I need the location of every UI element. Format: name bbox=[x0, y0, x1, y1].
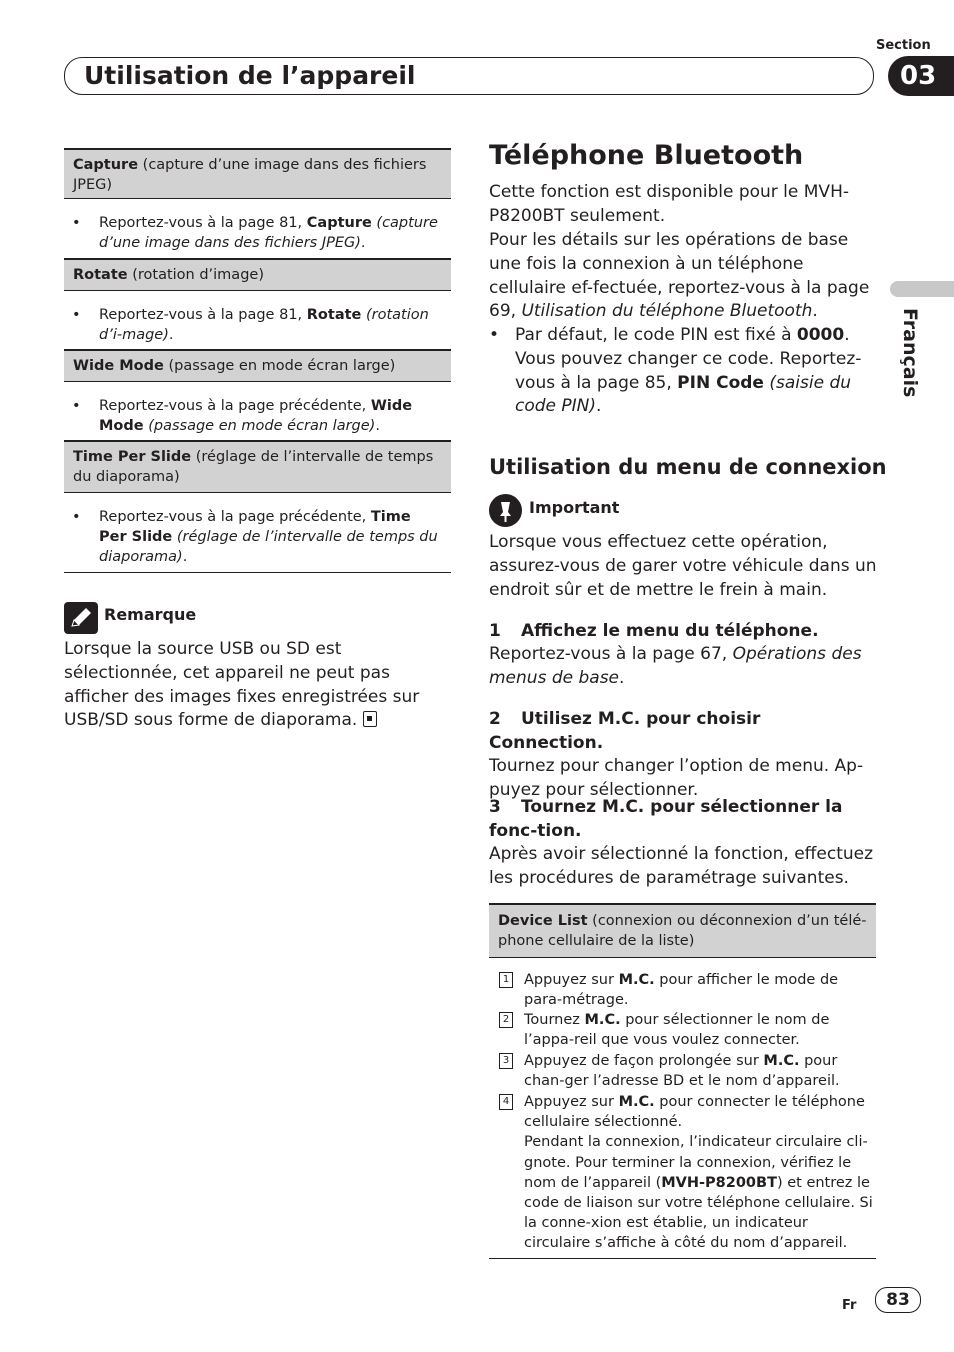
table-row: • Reportez-vous à la page précédente, Time Per Slide (réglage de l’intervalle de temps du diaporama). bbox=[72, 509, 438, 565]
important-text: Lorsque vous effectuez cette opération, assurez-vous de garer votre véhicule dans un endroit sûr et de mettre le frein à main. bbox=[489, 532, 877, 600]
step-2: 2 Utilisez M.C. pour choisir Connection. Tournez pour changer l’option de menu. Ap-puyez pour sélectionner. bbox=[489, 709, 864, 800]
section-number-badge: 03 bbox=[888, 56, 954, 96]
important-title: Important bbox=[529, 498, 620, 517]
section-heading: Téléphone Bluetooth bbox=[489, 140, 804, 171]
table-row: • Reportez-vous à la page 81, Rotate (rotation d’i-mage). bbox=[72, 307, 429, 343]
intro-paragraph-1: Cette fonction est disponible pour le MVH-P8200BT seulement. bbox=[489, 182, 849, 226]
list-item: 4 Appuyez sur M.C. pour connecter le téléphone cellulaire sélectionné. Pendant la connexion, l’indicateur circulaire cli-gnote. Pour terminer la connexion, vérifiez le nom de l’appareil (MVH-P8200BT) et entrez le code de liaison sur votre téléphone cellulaire. Si la conne-xion est établie, un indicateur circulaire s’affiche à côté du nom d’appareil. bbox=[489, 1092, 876, 1254]
table-header-time-per-slide: Time Per Slide (réglage de l’intervalle de temps du diaporama) bbox=[64, 440, 451, 493]
list-item: 2 Tournez M.C. pour sélectionner le nom de l’appa-reil que vous voulez connecter. bbox=[489, 1010, 876, 1050]
table-row: • Reportez-vous à la page précédente, Wide Mode (passage en mode écran large). bbox=[72, 398, 413, 434]
bullet-icon: • bbox=[72, 307, 81, 323]
bullet-icon: • bbox=[72, 509, 81, 525]
section-label: Section bbox=[876, 38, 931, 53]
subsection-heading: Utilisation du menu de connexion bbox=[489, 455, 887, 479]
language-label: Français bbox=[899, 308, 921, 398]
page-title: Utilisation de l’appareil bbox=[84, 61, 416, 90]
bullet-icon: • bbox=[72, 215, 81, 231]
table-header-capture: Capture (capture d’une image dans des fichiers JPEG) bbox=[64, 148, 451, 199]
table-bottom-rule bbox=[64, 572, 451, 573]
end-mark-icon bbox=[363, 711, 377, 727]
table-row: • Reportez-vous à la page 81, Capture (capture d’une image dans des fichiers JPEG). bbox=[72, 215, 438, 251]
bullet-icon: • bbox=[489, 325, 500, 345]
important-icon bbox=[489, 494, 522, 527]
list-item: 1 Appuyez sur M.C. pour afficher le mode de para-métrage. bbox=[489, 970, 876, 1010]
note-text: Lorsque la source USB ou SD est sélectionnée, cet appareil ne peut pas afficher des images fixes enregistrées sur USB/SD sous forme de diaporama. bbox=[64, 639, 420, 731]
step-3: 3 Tournez M.C. pour sélectionner la fonc-tion. Après avoir sélectionné la fonction, effectuez les procédures de paramétrage suivantes. bbox=[489, 797, 874, 888]
table-header-device-list: Device List (connexion ou déconnexion d’un télé-phone cellulaire de la liste) bbox=[489, 903, 876, 958]
page-number: 83 bbox=[875, 1287, 921, 1313]
table-header-rotate: Rotate (rotation d’image) bbox=[64, 258, 451, 291]
table-bottom-rule bbox=[489, 1258, 876, 1259]
intro-paragraph-2: Pour les détails sur les opérations de base une fois la connexion à un téléphone cellulaire ef-fectuée, reportez-vous à la page 69, Utilisation du téléphone Bluetooth. bbox=[489, 230, 870, 322]
footer-language: Fr bbox=[842, 1298, 857, 1313]
list-item: 3 Appuyez de façon prolongée sur M.C. pour chan-ger l’adresse BD et le nom d’appareil. bbox=[489, 1051, 876, 1091]
language-tab bbox=[890, 281, 954, 297]
note-title: Remarque bbox=[104, 605, 197, 624]
list-item-extra: Pendant la connexion, l’indicateur circulaire cli-gnote. Pour terminer la connexion, vérifiez le nom de l’appareil (MVH-P8200BT) et entrez le code de liaison sur votre téléphone cellulaire. Si la conne-xion est établie, un indicateur circulaire s’affiche à côté du nom d’appareil. bbox=[524, 1134, 873, 1252]
pencil-icon bbox=[64, 602, 98, 634]
step-1: 1 Affichez le menu du téléphone. Reportez-vous à la page 67, Opérations des menus de base. bbox=[489, 621, 862, 688]
pin-bullet: • Par défaut, le code PIN est fixé à 0000. Vous pouvez changer ce code. Reportez-vous à la page 85, PIN Code (saisie du code PIN). bbox=[489, 325, 862, 417]
table-header-wide-mode: Wide Mode (passage en mode écran large) bbox=[64, 349, 451, 382]
bullet-icon: • bbox=[72, 398, 81, 414]
